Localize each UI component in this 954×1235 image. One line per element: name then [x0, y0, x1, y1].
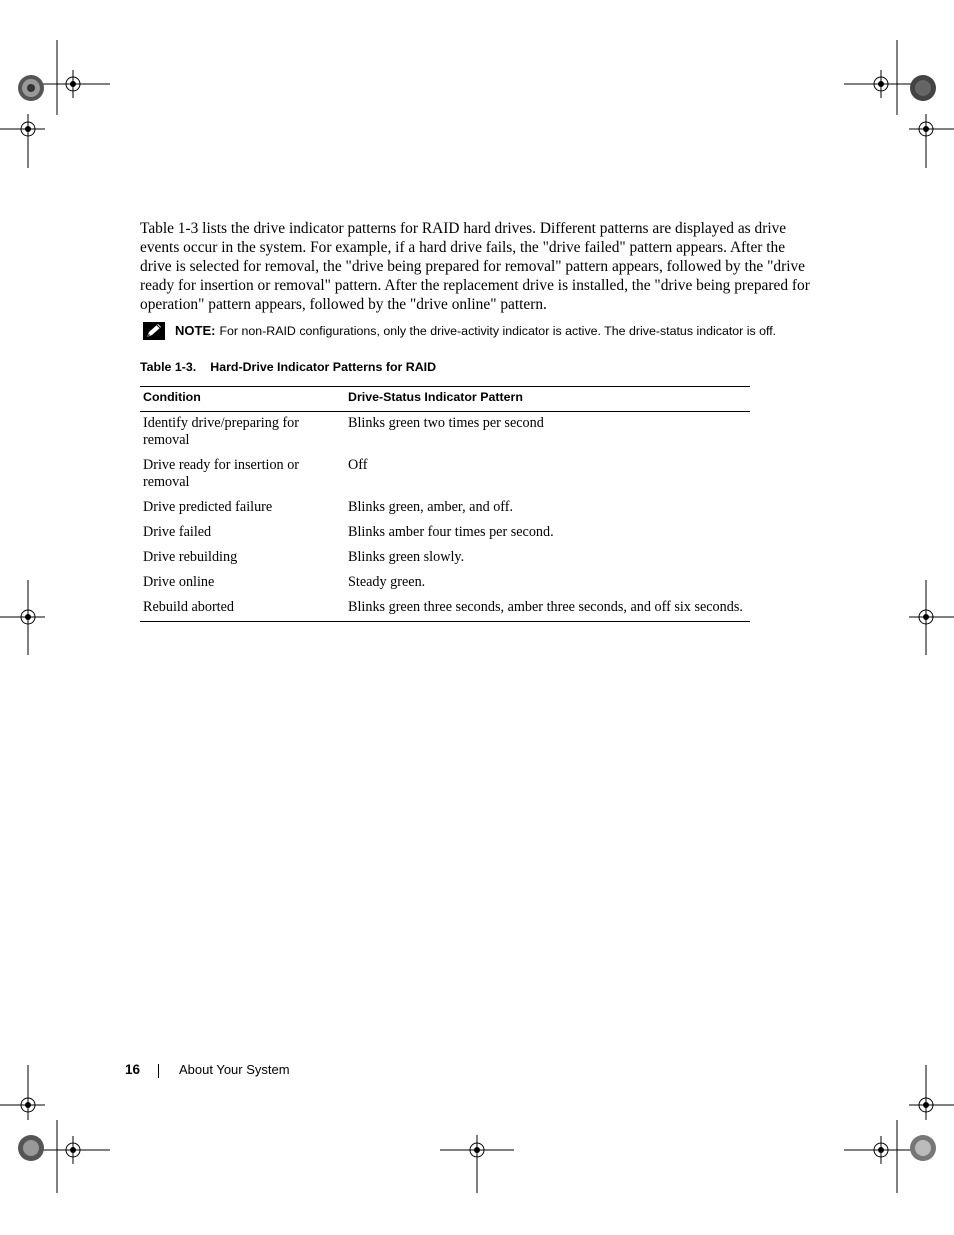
section-title: About Your System [179, 1062, 290, 1077]
cell-condition: Rebuild aborted [143, 599, 235, 615]
cell-pattern: Blinks green two times per second [348, 415, 544, 431]
registration-mark-bottom-right [834, 1065, 954, 1195]
registration-mark-top-right [834, 40, 954, 170]
registration-mark-bottom-left [0, 1065, 120, 1195]
cell-pattern: Steady green. [348, 574, 426, 590]
note-body: For non-RAID configurations, only the drive-activity indicator is active. The drive-status indicator is off. [219, 324, 777, 338]
pencil-note-icon [143, 322, 165, 340]
cell-condition: Drive predicted failure [143, 499, 273, 515]
cell-pattern: Blinks green, amber, and off. [348, 499, 514, 515]
cell-pattern: Blinks green three seconds, amber three seconds, and off six seconds. [348, 599, 743, 615]
body-paragraph: Table 1-3 lists the drive indicator patterns for RAID hard drives. Different patterns are displayed as drive events occur in the system. For example, if a hard drive fails, the "drive failed" pattern appears. After the drive is selected for removal, the "drive being prepared for removal" pattern appears, followed by the "drive ready for insertion or removal" pattern. After the replacement drive is installed, the "drive being prepared for operation" pattern appears, followed by the "drive online" pattern. [140, 220, 810, 313]
header-condition: Condition [143, 390, 201, 404]
registration-mark-bottom-center [438, 1135, 518, 1195]
table-header-row [140, 387, 750, 412]
cell-condition: Drive rebuilding [143, 549, 238, 565]
header-pattern: Drive-Status Indicator Pattern [348, 390, 523, 404]
table-body [140, 412, 750, 621]
table-caption [140, 358, 436, 376]
table-caption-number: Table 1-3. [140, 360, 197, 374]
footer-divider [158, 1064, 159, 1078]
registration-mark-top-left [0, 40, 120, 170]
page-number: 16 [125, 1062, 141, 1077]
page-footer [0, 1061, 954, 1081]
cell-condition: Drive ready for insertion or removal [143, 457, 300, 490]
registration-mark-mid-right [904, 580, 954, 656]
cell-pattern: Off [348, 457, 368, 473]
table-caption-title: Hard-Drive Indicator Patterns for RAID [210, 360, 437, 374]
cell-condition: Identify drive/preparing for removal [143, 415, 300, 448]
cell-pattern: Blinks amber four times per second. [348, 524, 554, 540]
cell-pattern: Blinks green slowly. [348, 549, 465, 565]
cell-condition: Drive failed [143, 524, 212, 540]
note-callout [140, 320, 860, 342]
indicator-table [140, 386, 750, 622]
note-label: NOTE: [175, 323, 216, 338]
note-text-line [175, 322, 776, 340]
cell-condition: Drive online [143, 574, 215, 590]
registration-mark-mid-left [0, 580, 50, 656]
